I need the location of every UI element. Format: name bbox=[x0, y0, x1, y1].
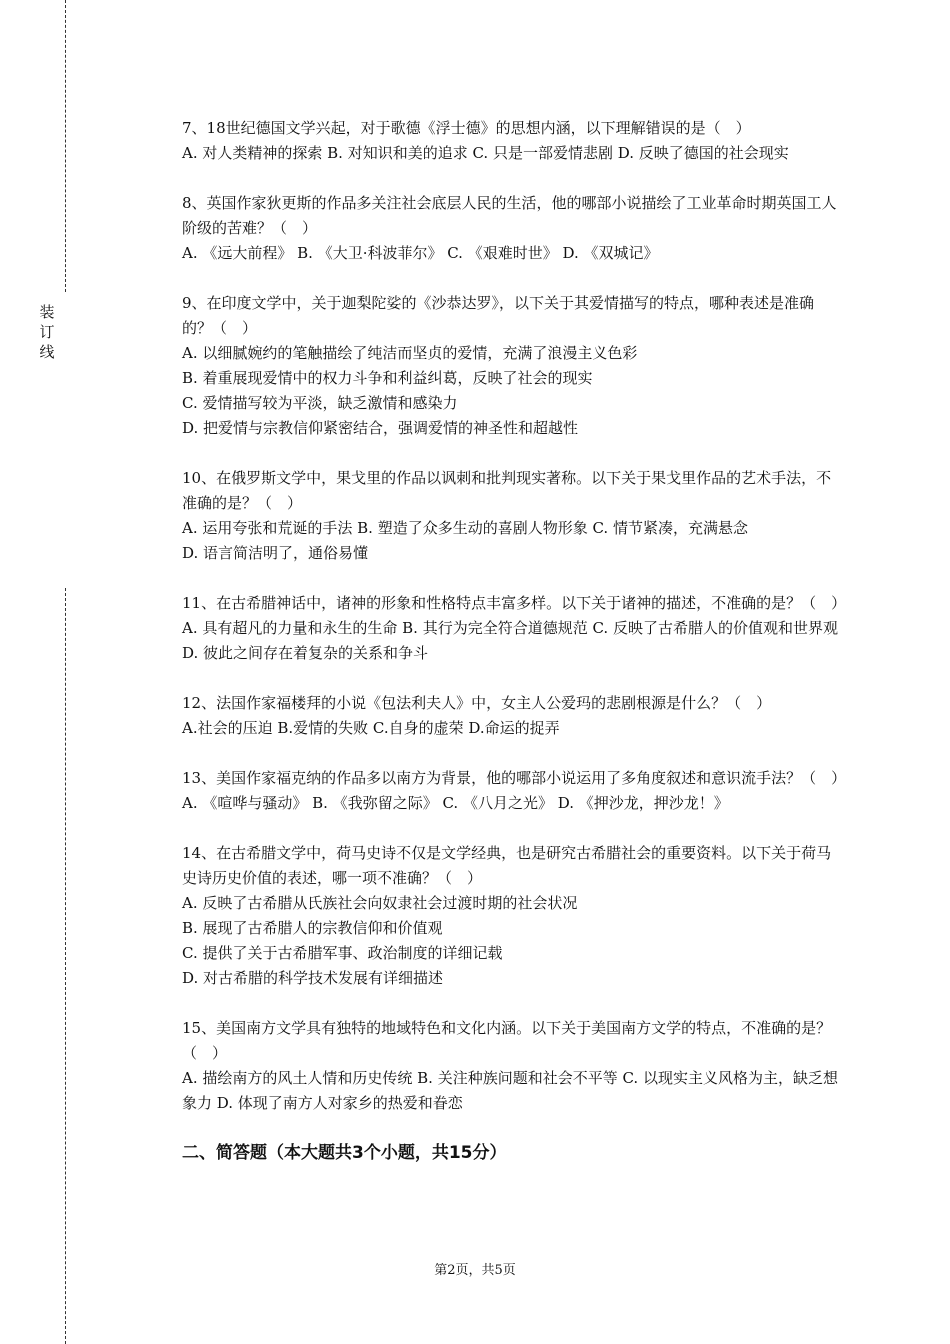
option-d: D. 把爱情与宗教信仰紧密结合，强调爱情的神圣性和超越性 bbox=[182, 419, 579, 437]
option-c: C. 提供了关于古希腊军事、政治制度的详细记载 bbox=[182, 944, 503, 962]
binding-line-top bbox=[65, 0, 66, 292]
question-options: A. 《喧哗与骚动》 B. 《我弥留之际》 C. 《八月之光》 D. 《押沙龙，押沙龙！》 bbox=[182, 794, 729, 812]
question-9 bbox=[182, 291, 842, 441]
question-options: A. 对人类精神的探索 B. 对知识和美的追求 C. 只是一部爱情悲剧 D. 反映了德国的社会现实 bbox=[182, 144, 789, 162]
option-b: B. 着重展现爱情中的权力斗争和利益纠葛，反映了社会的现实 bbox=[182, 369, 593, 387]
exam-content bbox=[182, 116, 847, 1166]
option-c: C. 爱情描写较为平淡，缺乏激情和感染力 bbox=[182, 394, 458, 412]
question-8 bbox=[182, 191, 842, 266]
question-11 bbox=[182, 591, 847, 666]
option-a: A. 反映了古希腊从氏族社会向奴隶社会过渡时期的社会状况 bbox=[182, 894, 578, 912]
question-14 bbox=[182, 841, 842, 991]
binding-char: 装 bbox=[39, 303, 55, 321]
question-options: A. 《远大前程》 B. 《大卫·科波菲尔》 C. 《艰难时世》 D. 《双城记》 bbox=[182, 244, 659, 262]
binding-line-bottom bbox=[65, 588, 66, 1344]
option-d: D. 对古希腊的科学技术发展有详细描述 bbox=[182, 969, 444, 987]
question-text: 13、美国作家福克纳的作品多以南方为背景，他的哪部小说运用了多角度叙述和意识流手法？（ ） bbox=[182, 769, 847, 787]
option-a: A. 以细腻婉约的笔触描绘了纯洁而坚贞的爱情，充满了浪漫主义色彩 bbox=[182, 344, 638, 362]
question-text: 8、英国作家狄更斯的作品多关注社会底层人民的生活，他的哪部小说描绘了工业革命时期英国工人阶级的苦难？（ ） bbox=[182, 194, 837, 237]
question-13 bbox=[182, 766, 847, 816]
question-text: 7、18世纪德国文学兴起，对于歌德《浮士德》的思想内涵，以下理解错误的是（ ） bbox=[182, 119, 751, 137]
question-10 bbox=[182, 466, 842, 566]
question-12 bbox=[182, 691, 842, 741]
binding-label bbox=[36, 302, 58, 362]
question-text: 12、法国作家福楼拜的小说《包法利夫人》中，女主人公爱玛的悲剧根源是什么？（ ） bbox=[182, 694, 772, 712]
question-options: A. 描绘南方的风土人情和历史传统 B. 关注种族问题和社会不平等 C. 以现实主义风格为主，缺乏想象力 D. 体现了南方人对家乡的热爱和眷恋 bbox=[182, 1069, 838, 1112]
binding-char: 线 bbox=[39, 343, 55, 361]
question-text: 15、美国南方文学具有独特的地域特色和文化内涵。以下关于美国南方文学的特点，不准确的是？（ ） bbox=[182, 1019, 832, 1062]
question-7 bbox=[182, 116, 842, 166]
question-options: A. 具有超凡的力量和永生的生命 B. 其行为完全符合道德规范 C. 反映了古希腊人的价值观和世界观 D. 彼此之间存在着复杂的关系和争斗 bbox=[182, 619, 843, 662]
page-footer: 第2页，共5页 bbox=[434, 1263, 516, 1278]
binding-char: 订 bbox=[39, 323, 55, 341]
option-b: B. 展现了古希腊人的宗教信仰和价值观 bbox=[182, 919, 443, 937]
question-text: 9、在印度文学中，关于迦梨陀娑的《沙恭达罗》，以下关于其爱情描写的特点，哪种表述是准确的？（ ） bbox=[182, 294, 815, 337]
question-options: A.社会的压迫 B.爱情的失败 C.自身的虚荣 D.命运的捉弄 bbox=[182, 719, 560, 737]
section-title: 二、简答题（本大题共3个小题，共15分） bbox=[182, 1143, 507, 1163]
question-text: 10、在俄罗斯文学中，果戈里的作品以讽刺和批判现实著称。以下关于果戈里作品的艺术手法，不准确的是？（ ） bbox=[182, 469, 832, 512]
question-15 bbox=[182, 1016, 842, 1116]
options-abc: A. 运用夸张和荒诞的手法 B. 塑造了众多生动的喜剧人物形象 C. 情节紧凑，充满悬念 bbox=[182, 519, 748, 537]
question-text: 11、在古希腊神话中，诸神的形象和性格特点丰富多样。以下关于诸神的描述，不准确的是？（ ） bbox=[182, 594, 847, 612]
option-d: D. 语言简洁明了，通俗易懂 bbox=[182, 544, 369, 562]
question-text: 14、在古希腊文学中，荷马史诗不仅是文学经典，也是研究古希腊社会的重要资料。以下关于荷马史诗历史价值的表述，哪一项不准确？（ ） bbox=[182, 844, 832, 887]
